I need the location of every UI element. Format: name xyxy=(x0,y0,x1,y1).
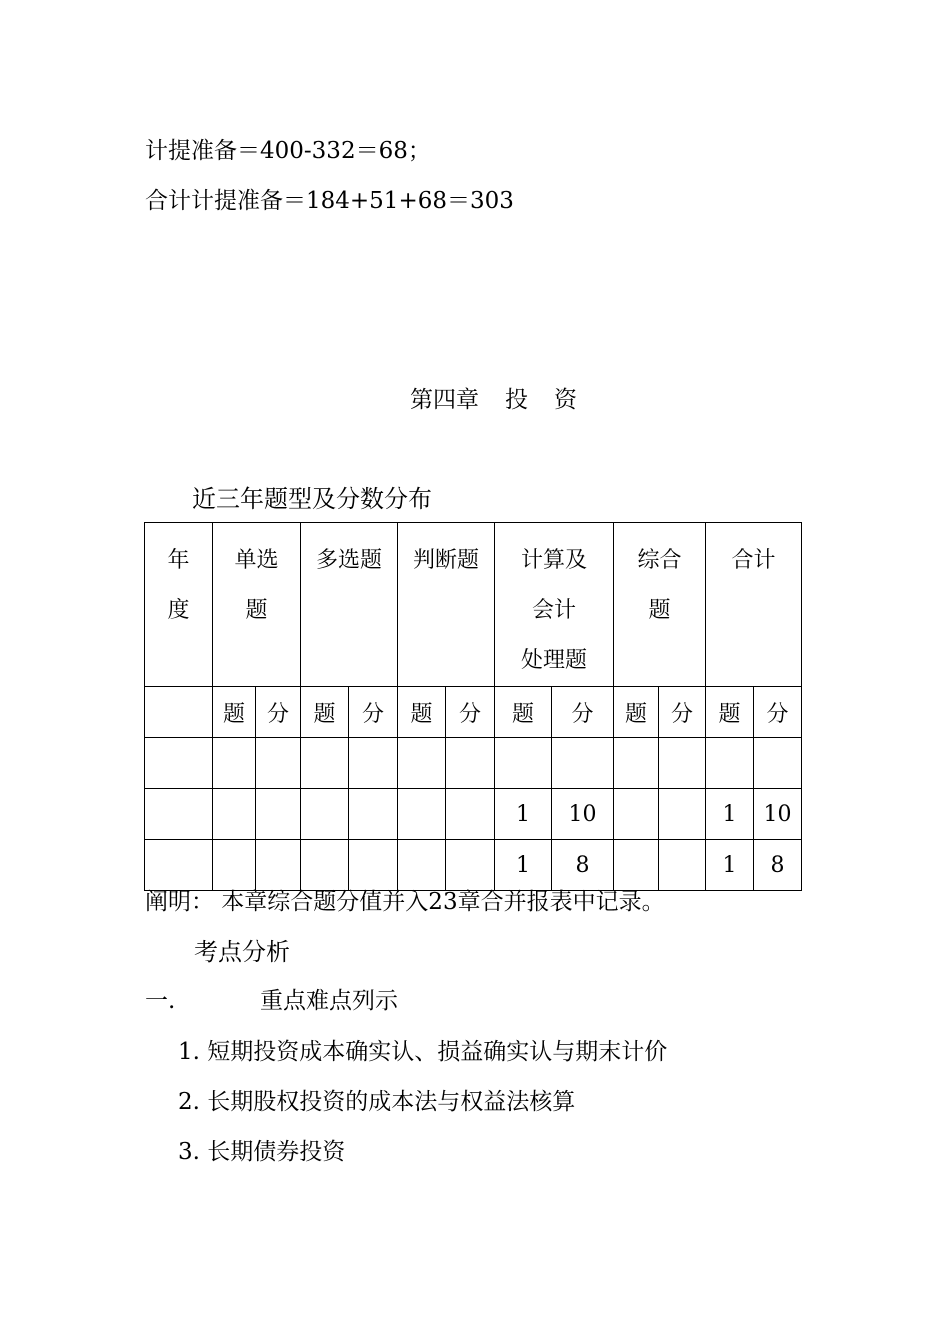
header-single-choice: 单选 题 xyxy=(213,523,301,687)
table-cell xyxy=(349,789,398,840)
table-cell xyxy=(256,840,301,891)
table-cell xyxy=(659,840,706,891)
chapter-title xyxy=(410,385,577,415)
header-calculation: 计算及 会计 处理题 xyxy=(495,523,614,687)
subheader-questions: 题 xyxy=(706,687,754,738)
list-item: 1. 短期投资成本确实认、损益确实认与期末计价 xyxy=(178,1039,668,1065)
table-cell xyxy=(446,738,495,789)
subheader-questions: 题 xyxy=(398,687,446,738)
table-cell: 8 xyxy=(754,840,802,891)
header-comprehensive: 综合 题 xyxy=(614,523,706,687)
table-cell xyxy=(552,738,614,789)
header-year: 年 度 xyxy=(145,523,213,687)
header-judgement: 判断题 xyxy=(398,523,495,687)
table-cell xyxy=(614,789,659,840)
table-cell xyxy=(754,738,802,789)
table-note: 阐明： 本章综合题分值并入23章合并报表中记录。 xyxy=(145,889,665,915)
table-cell xyxy=(256,738,301,789)
table-cell xyxy=(301,789,349,840)
table-cell xyxy=(398,789,446,840)
table-cell xyxy=(301,840,349,891)
table-cell xyxy=(349,840,398,891)
table-cell xyxy=(213,789,256,840)
chapter-title-part2: 投 xyxy=(505,387,528,413)
table-cell xyxy=(301,738,349,789)
list-item: 3. 长期债券投资 xyxy=(178,1139,346,1165)
subheader-questions: 题 xyxy=(301,687,349,738)
subheader-questions: 题 xyxy=(614,687,659,738)
score-distribution-table xyxy=(144,522,802,891)
table-cell xyxy=(398,840,446,891)
table-cell xyxy=(446,840,495,891)
analysis-heading: 考点分析 xyxy=(194,938,290,966)
table-cell: 1 xyxy=(706,789,754,840)
table-cell: 1 xyxy=(495,840,552,891)
table-cell xyxy=(213,738,256,789)
table-row xyxy=(145,789,802,840)
table-cell: 1 xyxy=(706,840,754,891)
table-cell: 10 xyxy=(552,789,614,840)
table-cell: 10 xyxy=(754,789,802,840)
table-row xyxy=(145,738,802,789)
subheader-score: 分 xyxy=(256,687,301,738)
table-cell: 1 xyxy=(495,789,552,840)
table-cell xyxy=(213,840,256,891)
chapter-title-part3: 资 xyxy=(554,387,577,413)
table-cell xyxy=(398,738,446,789)
section-number: 一. xyxy=(145,988,176,1014)
table-cell xyxy=(659,738,706,789)
table-row xyxy=(145,840,802,891)
chapter-title-part1: 第四章 xyxy=(410,387,479,413)
subheader-score: 分 xyxy=(446,687,495,738)
table-cell xyxy=(145,789,213,840)
table-cell xyxy=(256,789,301,840)
table-cell xyxy=(145,738,213,789)
subheader-cell xyxy=(145,687,213,738)
header-total: 合计 xyxy=(706,523,802,687)
table-cell xyxy=(145,840,213,891)
table-cell xyxy=(446,789,495,840)
table-cell xyxy=(495,738,552,789)
list-item: 2. 长期股权投资的成本法与权益法核算 xyxy=(178,1089,576,1115)
subheader-questions: 题 xyxy=(495,687,552,738)
table-cell xyxy=(614,840,659,891)
subheader-questions: 题 xyxy=(213,687,256,738)
table-cell xyxy=(349,738,398,789)
table-subheader-row xyxy=(145,687,802,738)
table-cell xyxy=(659,789,706,840)
table-cell xyxy=(706,738,754,789)
header-multi-choice: 多选题 xyxy=(301,523,398,687)
section-title: 重点难点列示 xyxy=(260,988,398,1014)
table-cell: 8 xyxy=(552,840,614,891)
subheader-score: 分 xyxy=(659,687,706,738)
subheader-score: 分 xyxy=(754,687,802,738)
calc-line-1: 计提准备＝400-332＝68； xyxy=(145,138,431,164)
subheader-score: 分 xyxy=(349,687,398,738)
table-cell xyxy=(614,738,659,789)
section-heading xyxy=(145,986,398,1016)
calc-line-2: 合计计提准备＝184+51+68＝303 xyxy=(145,188,514,214)
subheader-score: 分 xyxy=(552,687,614,738)
table-title: 近三年题型及分数分布 xyxy=(192,485,432,513)
table-header-row xyxy=(145,523,802,687)
